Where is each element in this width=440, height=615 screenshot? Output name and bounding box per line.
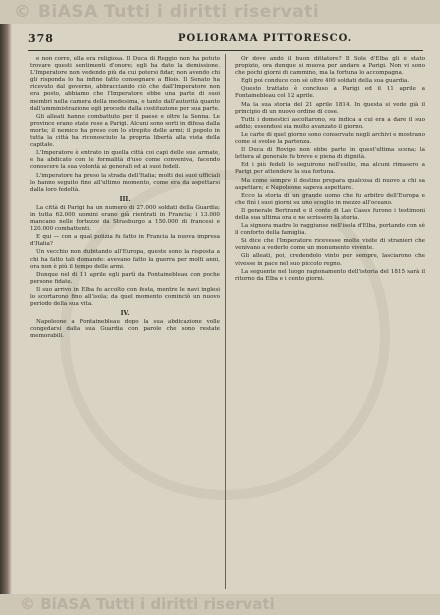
section-heading: III. [119, 195, 131, 203]
paragraph: Napoleone a Fontainebleau dopo la sua abdicazione volle congedarsi dalla sua Guardia con parole che sono restate memorabili. [30, 319, 220, 340]
paragraph: Gli alleati, poi, credendolo vinto per sempre, lasciarono che vivesse in pace nel suo piccolo regno. [235, 253, 425, 267]
paragraph: Ecco la storia di un grande uomo che fu arbitro dell'Europa e che finì i suoi giorni su uno scoglio in mezzo all'oceano. [235, 192, 425, 206]
paragraph: Ma la sua storia del 21 aprile 1814. In questa si vede già il principio di un nuovo ordine di cose. [235, 101, 425, 115]
paragraph: e non corre, ella era religiosa. Il Duca di Reggio non ha potuto trovare questi sentimenti d'onore; egli ha dato la demissione. L'Imperatore non vedendo più da cui potersi fidar, non avendo chi gli risponda lo ha infine fatto consegnare a Blois. Il Senato ha ricevuto dal governo, abbracciando ciò che dall'Imperatore non era posto, abbiamo che l'Imperatore ebbe una parte di suoi membri nella camera della medesima, e tanto dall'autorità quanto dall'amministrazione egli procede dalla costituzione per sua parte. [30, 56, 220, 112]
paragraph: Questo trattato è concluso a Parigi ed il 11 aprile a Fontainebleau col 12 aprile. [235, 86, 425, 100]
paragraph: La seguente nel luogo ragionamento dell'istoria del 1815 sarà il ritorno da Elba e i cento giorni. [235, 268, 425, 282]
watermark-bottom: © BiASA Tutti i diritti riservati [0, 594, 440, 615]
paragraph: Gli alleati hanno combattuto per il paese e oltre la Senna. Le province erano state rese a Parigi. Alcuni sono sorti in difesa dalla morte; il nemico ha preso con lo strepito delle armi; il popolo in tutta la città ha riconosciuto la propria libertà alla vista della capitale. [30, 113, 220, 149]
paragraph: Tutti i domestici ascoltarono, su indica a cui era a dare il suo addio; essendosi sia molto avanzato il giorno. [235, 116, 425, 130]
paragraph: Ed i più fedeli lo seguirono nell'esilio, ma alcuni rimasero a Parigi per attendere la sua fortuna. [235, 162, 425, 176]
paragraph: Dunque nel di 11 aprile egli partì da Fontainebleau con poche persone fidate. [30, 271, 220, 285]
paragraph: La città di Parigi ha un numero di 27.000 soldati della Guardia; in tutta 62.000 uomini erano già rientrati in Francia; i 13.000 mancano nelle fortezze da Strasburgo a 150.000 di francesi e 120.000 combattenti. [30, 204, 220, 233]
paragraph: Le carte di quel giorno sono conservate negli archivi e mostrano come si svolse la partenza. [235, 131, 425, 146]
watermark-top: © BiASA Tutti i diritti riservati [0, 0, 440, 24]
section-heading: IV. [120, 310, 130, 318]
paragraph: Un vecchio non dubitando all'Europa, queste sono la risposta a chi ha fatto tali domande: avevano fatto la guerra per molti anni, ora non è più il tempo delle armi. [30, 249, 220, 270]
page-header [28, 30, 423, 51]
paragraph: La signora madre lo raggiunse nell'isola d'Elba, portando con sè il conforto della famiglia. [235, 223, 425, 237]
paragraph: L'Imperatore è entrato in quella città coi capi delle sue armate, e ha abdicato con le formalità d'uso come conveniva, facendo conoscere la sua volontà ai generali ed ai suoi fedeli. [30, 150, 220, 171]
left-column [30, 56, 220, 591]
right-column [235, 56, 425, 591]
paragraph: E qui — con a qual polizia fu fatto in Francia la nuova impresa d'Italia? [30, 234, 220, 248]
paragraph: Il suo arrivo in Elba fu accolto con festa, mentre le navi inglesi lo scortarono fino all'isola; da quel momento cominciò un nuovo periodo della sua vita. [30, 286, 220, 308]
paragraph: Egli poi conduce con sè oltre 400 soldati della sua guardia. [241, 78, 410, 85]
running-title: POLIORAMA PITTORESCO. [178, 33, 353, 44]
paragraph: Si dice che l'Imperatore ricevesse molte visite di stranieri che venivano a vederlo come un monumento vivente. [235, 238, 425, 252]
paragraph: Il generale Bertrand e il conte di Las Cases furono i testimoni della sua ultima ora e ne scrissero la storia. [235, 207, 425, 221]
paragraph: Or dove andò il buon dittatore? Il Sole d'Elba gli è stato propizio, ora dunque si muova per andare a Parigi. Non vi sono che pochi giorni di cammino, ma la fortuna lo accompagna. [235, 56, 425, 77]
paragraph: Ma come sempre il destino prepara qualcosa di nuovo a chi sa aspettare; e Napoleone sapeva aspettare. [235, 177, 425, 191]
page-number: 378 [28, 32, 54, 45]
paragraph: Il Duca di Rovigo non ebbe parte in quest'ultima scena; la lettera al generale fu breve e piena di dignità. [235, 147, 425, 161]
paragraph: L'imperatore ha preso la strada dell'Italia; molti dei suoi ufficiali lo hanno seguito fino all'ultimo momento, come era da aspettarsi dalla loro fedeltà. [30, 172, 220, 193]
column-divider [225, 54, 226, 589]
document-page [10, 24, 430, 594]
